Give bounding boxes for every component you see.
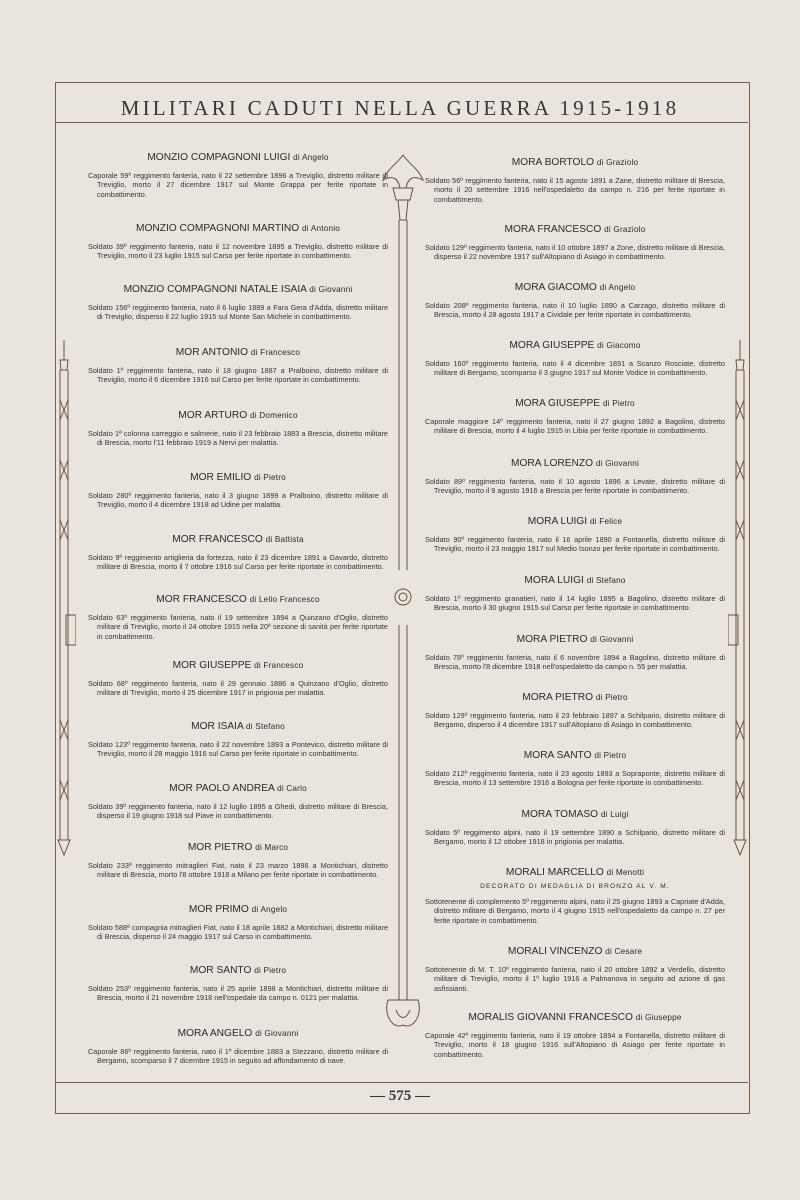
entry-name: MORA ANGELO [177, 1028, 253, 1039]
entry-text: Soldato 129º reggimento fanteria, nato il 10 ottobre 1897 a Zone, distretto militare di Brescia, disperso il 22 novembre 1917 sull'Altopiano di Asiago in combattimento. [425, 243, 725, 262]
left-column-ornament [52, 340, 76, 860]
entry-parent: di Angelo [251, 905, 288, 914]
list-item [425, 946, 725, 993]
entry-text: Caporale maggiore 14º reggimento fanteria, nato il 27 giugno 1892 a Bagolino, distretto militare di Brescia, morto il 4 luglio 1915 in Libia per ferite riportate in combattimento. [425, 417, 725, 436]
entry-text: Soldato 1º reggimento granatieri, nato il 14 luglio 1895 a Bagolino, distretto militare di Brescia, morto il 30 giugno 1915 sul Carso per ferite riportate in combattimento. [425, 594, 725, 613]
entry-name: MORA PIETRO [522, 692, 594, 703]
entry-text: Soldato 160º reggimento fanteria, nato il 4 dicembre 1891 a Scanzo Rosciate, distretto militare di Bergamo, scomparso il 3 giugno 1917 sul Monte Vodice in combattimento. [425, 359, 725, 378]
list-item [88, 965, 388, 1003]
entry-name: MOR PRIMO [188, 904, 249, 915]
list-item [425, 516, 725, 554]
entry-parent: di Marco [255, 843, 289, 852]
entry-text: Soldato 208º reggimento fanteria, nato il 10 luglio 1890 a Carzago, distretto militare di Brescia, morto il 28 agosto 1917 a Cividale per ferite riportate in combattimento. [425, 301, 725, 320]
entry-name: MONZIO COMPAGNONI NATALE ISAIA [123, 284, 307, 295]
entry-text: Soldato 1ª colonna carreggio e salmerie, nato il 23 febbraio 1883 a Brescia, distretto militare di Brescia, morto l'11 febbraio 1919 a Nervi per malattia. [88, 429, 388, 448]
entry-text: Soldato 129º reggimento fanteria, nato il 23 febbraio 1897 a Schilpario, distretto militare di Bergamo, disperso il 4 dicembre 1917 sull'Altopiano di Asiago in combattimento. [425, 711, 725, 730]
entry-text: Soldato 68º reggimento fanteria, nato il 29 gennaio 1886 a Quinzano d'Oglio, distretto militare di Treviglio, morto il 25 dicembre 1917 in prigionia per malattia. [88, 679, 388, 698]
entry-text: Soldato 78º reggimento fanteria, nato il 6 novembre 1894 a Bagolino, distretto militare di Brescia, morto l'8 dicembre 1918 nell'ospedaletto da campo n. 55 per malattia. [425, 653, 725, 672]
entry-parent: di Graziolo [596, 158, 639, 167]
entry-name: MOR EMILIO [190, 472, 252, 483]
entry-parent: di Pietro [594, 751, 627, 760]
page-number: — 575 — [370, 1088, 430, 1104]
entry-parent: di Giacomo [597, 341, 641, 350]
entry-name: MOR SANTO [189, 965, 252, 976]
list-item [425, 809, 725, 847]
entry-text: Soldato 90º reggimento fanteria, nato il 16 aprile 1890 a Fontanella, distretto militare di Treviglio, morto il 23 maggio 1917 sul Medio Isonzo per ferite riportate in combattimento. [425, 535, 725, 554]
entry-name: MONZIO COMPAGNONI MARTINO [135, 223, 300, 234]
entry-name: MONZIO COMPAGNONI LUIGI [147, 152, 291, 163]
entry-name: MOR GIUSEPPE [172, 660, 252, 671]
list-item [88, 410, 388, 448]
entry-text: Soldato 253º reggimento fanteria, nato il 25 aprile 1898 a Montichiari, distretto militare di Brescia, morto il 21 novembre 1918 nell'ospedale da campo n. 0121 per malattia. [88, 984, 388, 1003]
list-item [425, 157, 725, 204]
entry-text: Soldato 89º reggimento fanteria, nato il 10 agosto 1896 a Levate, distretto militare di Treviglio, morto il 9 agosto 1916 a Brescia per ferite riportate in combattimento. [425, 477, 725, 496]
entry-name: MORA SANTO [523, 750, 592, 761]
entry-text: Soldato 39º reggimento fanteria, nato il 12 novembre 1895 a Treviglio, distretto militare di Treviglio, morto il 23 luglio 1915 sul Carso per ferite riportate in combattimento. [88, 242, 388, 261]
entry-text: Soldato 156º reggimento fanteria, nato il 6 luglio 1889 a Fara Gera d'Adda, distretto militare di Treviglio, disperso il 22 luglio 1915 sul Monte San Michele in combattimento. [88, 303, 388, 322]
entry-parent: di Pietro [595, 693, 628, 702]
list-item [425, 224, 725, 262]
entry-text: Caporale 59º reggimento fanteria, nato il 22 settembre 1896 a Treviglio, distretto militare di Treviglio, morto il 27 dicembre 1917 sul Monte Grappa per ferite riportate in combattimento. [88, 171, 388, 199]
entry-name: MOR FRANCESCO [156, 594, 247, 605]
list-item [425, 634, 725, 672]
entry-name: MORA FRANCESCO [504, 224, 602, 235]
entry-parent: di Graziolo [604, 225, 646, 234]
entry-text: Soldato 56º reggimento fanteria, nato il 15 agosto 1891 a Zane, distretto militare di Brescia, morto il 20 settembre 1916 nell'ospedaletto da campo n. 216 per ferite riportate in combattimento. [425, 176, 725, 204]
entry-parent: di Giuseppe [635, 1013, 682, 1022]
entry-name: MORALI VINCENZO [507, 946, 603, 957]
list-item [88, 783, 388, 821]
entry-parent: di Battista [265, 535, 304, 544]
list-item [88, 347, 388, 385]
list-item [88, 223, 388, 261]
entry-name: MOR ANTONIO [175, 347, 249, 358]
entry-parent: di Luigi [600, 810, 629, 819]
list-item [88, 152, 388, 199]
entry-text: Caporale 42º reggimento fanteria, nato il 19 ottobre 1894 a Fontanella, distretto militare di Treviglio, morto il 18 giugno 1916 sull'Altopiano di Asiago per ferite riportate in combattimento. [425, 1031, 725, 1059]
entry-parent: di Lelio Francesco [249, 595, 320, 604]
entry-parent: di Carlo [277, 784, 307, 793]
entry-name: MOR PIETRO [187, 842, 253, 853]
entry-text: Soldato 9º reggimento artiglieria da fortezza, nato il 23 dicembre 1891 a Gavardo, distretto militare di Brescia, morto il 7 ottobre 1916 sul Carso per ferite riportate in combattimento. [88, 553, 388, 572]
entry-parent: di Felice [590, 517, 623, 526]
entry-text: Soldato 5º reggimento alpini, nato il 19 settembre 1890 a Schilpario, distretto militare di Bergamo, morto il 12 ottobre 1918 in prigionia per malattia. [425, 828, 725, 847]
entry-parent: di Menotti [606, 868, 645, 877]
list-item [88, 842, 388, 880]
list-item [88, 660, 388, 698]
entry-parent: di Giovanni [590, 635, 634, 644]
entry-parent: di Antonio [302, 224, 340, 233]
entry-text: Caporale 86º reggimento fanteria, nato il 1º dicembre 1883 a Stezzano, distretto militare di Bergamo, scomparso il 7 dicembre 1915 in seguito ad affondamento di nave. [88, 1047, 388, 1066]
list-item [88, 904, 388, 942]
list-item [88, 472, 388, 510]
entry-name: MORA LUIGI [524, 575, 584, 586]
list-item [88, 594, 388, 641]
entry-text: Sottotenente di complemento 5º reggimento alpini, nato il 25 giugno 1893 a Capriate d'Adda, distretto militare di Bergamo, morto il 4 giugno 1915 nell'ospedaletto da campo n. 27 per ferite riportate in combattimento. [425, 897, 725, 925]
entry-parent: di Stefano [246, 722, 285, 731]
list-item [88, 534, 388, 572]
list-item [425, 867, 725, 925]
entry-parent: di Giovanni [309, 285, 353, 294]
entry-name: MORA BORTOLO [511, 157, 595, 168]
entry-name: MORA LUIGI [527, 516, 588, 527]
list-item [425, 340, 725, 378]
entry-parent: di Francesco [250, 348, 301, 357]
entry-text: Soldato 588ª compagnia mitraglieri Fiat, nato il 18 aprile 1882 a Montichiari, distretto militare di Brescia, disperso il 24 maggio 1917 sul Carso in combattimento. [88, 923, 388, 942]
entry-name: MOR ARTURO [178, 410, 248, 421]
entry-parent: di Francesco [254, 661, 304, 670]
entry-name: MORA GIACOMO [514, 282, 597, 293]
entry-name: MORALI MARCELLO [505, 867, 604, 878]
entry-name: MORA LORENZO [510, 458, 594, 469]
entry-text: Soldato 212º reggimento fanteria, nato il 23 agosto 1893 a Sopraponte, distretto militare di Brescia, morto il 13 settembre 1916 a Bologna per ferite riportate in combattimento. [425, 769, 725, 788]
entry-name: MORALIS GIOVANNI FRANCESCO [468, 1012, 633, 1023]
entry-text: Soldato 123º reggimento fanteria, nato il 22 novembre 1893 a Pontevico, distretto militare di Treviglio, morto il 28 maggio 1916 sul Carso per ferite riportate in combattimento. [88, 740, 388, 759]
list-item [425, 282, 725, 320]
entry-parent: di Angelo [599, 283, 636, 292]
entry-text: Soldato 39º reggimento fanteria, nato il 12 luglio 1895 a Ghedi, distretto militare di Brescia, disperso il 19 giugno 1918 sul Piave in combattimento. [88, 802, 388, 821]
entry-parent: di Giovanni [595, 459, 640, 468]
entry-text: Soldato 233ª reggimento mitraglieri Fiat, nato il 23 marzo 1896 a Montichiari, distretto militare di Brescia, morto l'8 ottobre 1918 a Milano per ferite riportate in combattimento. [88, 861, 388, 880]
entry-parent: di Pietro [254, 473, 286, 482]
list-item [425, 458, 725, 496]
entry-parent: di Cesare [605, 947, 643, 956]
entry-parent: di Domenico [250, 411, 298, 420]
list-item [88, 284, 388, 322]
entry-name: MORA PIETRO [516, 634, 588, 645]
list-item [88, 1028, 388, 1066]
entry-text: Soldato 280º reggimento fanteria, nato il 3 giugno 1899 a Pralboino, distretto militare di Treviglio, morto il 4 dicembre 1918 ad Udine per malattia. [88, 491, 388, 510]
entry-parent: di Giovanni [255, 1029, 299, 1038]
entry-name: MORA TOMASO [521, 809, 599, 820]
entry-name: MORA GIUSEPPE [515, 398, 601, 409]
entry-parent: di Angelo [293, 153, 329, 162]
list-item [425, 1012, 725, 1059]
entry-parent: di Stefano [586, 576, 626, 585]
list-item [425, 750, 725, 788]
entry-parent: di Pietro [254, 966, 287, 975]
right-column-ornament [728, 340, 752, 860]
entry-award: DECORATO DI MEDAGLIA DI BRONZO AL V. M. [480, 883, 670, 890]
entry-text: Sottotenente di M. T. 10º reggimento fanteria, nato il 20 ottobre 1892 a Verdello, distretto militare di Treviglio, morto il 1º luglio 1916 a Palmanova in seguito ad azione di gas asfissianti. [425, 965, 725, 993]
list-item [88, 721, 388, 759]
list-item [425, 398, 725, 436]
footer-rule [55, 1082, 748, 1083]
entry-text: Soldato 1º reggimento fanteria, nato il 18 giugno 1887 a Pralboino, distretto militare di Treviglio, morto il 6 dicembre 1916 sul Carso per ferite riportate in combattimento. [88, 366, 388, 385]
entry-name: MOR FRANCESCO [172, 534, 263, 545]
page-title: MILITARI CADUTI NELLA GUERRA 1915-1918 [120, 96, 680, 120]
entry-name: MORA GIUSEPPE [509, 340, 595, 351]
entry-text: Soldato 63º reggimento fanteria, nato il 19 settembre 1894 a Quinzano d'Oglio, distretto militare di Treviglio, morto il 24 ottobre 1915 nella 20ª sezione di sanità per ferite riportate in combattimento. [88, 613, 388, 641]
list-item [425, 692, 725, 730]
entry-parent: di Pietro [602, 399, 635, 408]
list-item [425, 575, 725, 613]
entry-name: MOR PAOLO ANDREA [169, 783, 275, 794]
entry-name: MOR ISAIA [191, 721, 244, 732]
